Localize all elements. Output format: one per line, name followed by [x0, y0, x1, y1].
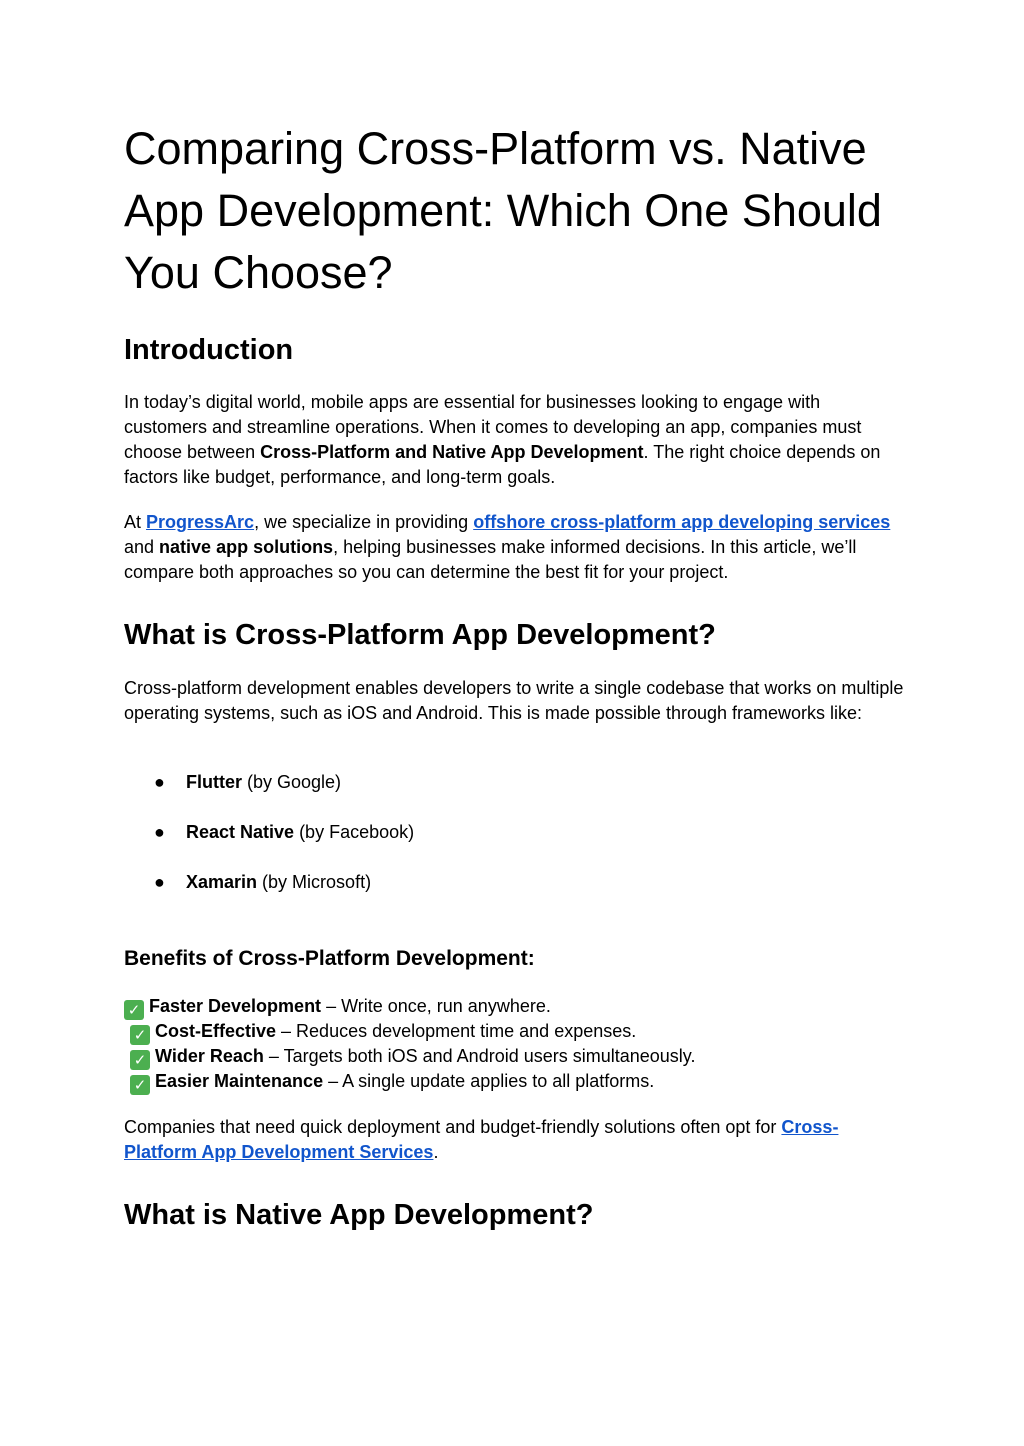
intro-text-b: . The right choice depends on factors like budget, performance, and long-term goals.	[124, 442, 881, 487]
benefit-name: Easier Maintenance	[155, 1071, 324, 1091]
cross-platform-heading: What is Cross-Platform App Development?	[124, 619, 716, 651]
framework-vendor: (by Facebook)	[294, 822, 415, 842]
framework-vendor: (by Microsoft)	[257, 872, 372, 892]
intro-heading: Introduction	[124, 334, 294, 366]
cross-platform-paragraph: Cross-platform development enables developers to write a single codebase that works on multiple operating systems, such as iOS and Android. This is made possible through frameworks like:	[124, 678, 904, 723]
list-item	[154, 870, 414, 920]
benefit-desc: – Targets both iOS and Android users simultaneously.	[263, 1046, 696, 1066]
benefit-name: Cost-Effective	[155, 1021, 277, 1041]
benefit-item	[124, 1044, 904, 1069]
frameworks-list	[154, 770, 414, 920]
intro-text-a: In today’s digital world, mobile apps are essential for businesses looking to engage with customers and streamline operations. When it comes to developing an app, companies must choose between	[124, 392, 862, 462]
benefit-name: Wider Reach	[155, 1046, 264, 1066]
cross-platform-services-link[interactable]: Cross-Platform App Development Services	[124, 1117, 839, 1162]
offshore-services-link[interactable]: offshore cross-platform app developing services	[473, 512, 891, 532]
framework-vendor: (by Google)	[242, 772, 342, 792]
intro2-text-2: , we specialize in providing	[254, 512, 474, 532]
bullet-icon: ●	[154, 872, 165, 892]
benefit-item	[124, 1019, 904, 1044]
intro2-text-3: and	[124, 537, 160, 557]
list-item	[154, 770, 414, 820]
check-icon: ✓	[124, 1000, 144, 1020]
page-title: Comparing Cross-Platform vs. Native App Development: Which One Should You Choose?	[124, 123, 882, 298]
intro-paragraph-1	[124, 390, 904, 490]
check-icon: ✓	[130, 1075, 150, 1095]
benefits-heading: Benefits of Cross-Platform Development:	[124, 947, 535, 970]
intro2-text-4: , helping businesses make informed decisions. In this article, we’ll compare both approaches so you can determine the best fit for your project.	[124, 537, 857, 582]
benefit-desc: – A single update applies to all platforms.	[323, 1071, 655, 1091]
benefit-desc: – Reduces development time and expenses.	[276, 1021, 637, 1041]
native-solutions-bold: native app solutions	[159, 537, 334, 557]
bullet-icon: ●	[154, 772, 165, 792]
intro2-text-1: At	[124, 512, 147, 532]
framework-name: Flutter	[186, 772, 242, 792]
list-item	[154, 820, 414, 870]
closing-paragraph	[124, 1115, 904, 1165]
benefit-item	[124, 1069, 904, 1094]
native-heading: What is Native App Development?	[124, 1199, 594, 1231]
closing-end: .	[433, 1142, 439, 1162]
benefit-item	[124, 994, 904, 1019]
framework-name: Xamarin	[186, 872, 258, 892]
progressarc-link[interactable]: ProgressArc	[146, 512, 255, 532]
bullet-icon: ●	[154, 822, 165, 842]
closing-text: Companies that need quick deployment and budget-friendly solutions often opt for	[124, 1117, 782, 1137]
intro-bold-text: Cross-Platform and Native App Development	[260, 442, 644, 462]
benefit-name: Faster Development	[149, 996, 322, 1016]
benefit-desc: – Write once, run anywhere.	[321, 996, 551, 1016]
framework-name: React Native	[186, 822, 295, 842]
check-icon: ✓	[130, 1050, 150, 1070]
check-icon: ✓	[130, 1025, 150, 1045]
benefits-list	[124, 994, 904, 1094]
intro-paragraph-2	[124, 510, 904, 585]
